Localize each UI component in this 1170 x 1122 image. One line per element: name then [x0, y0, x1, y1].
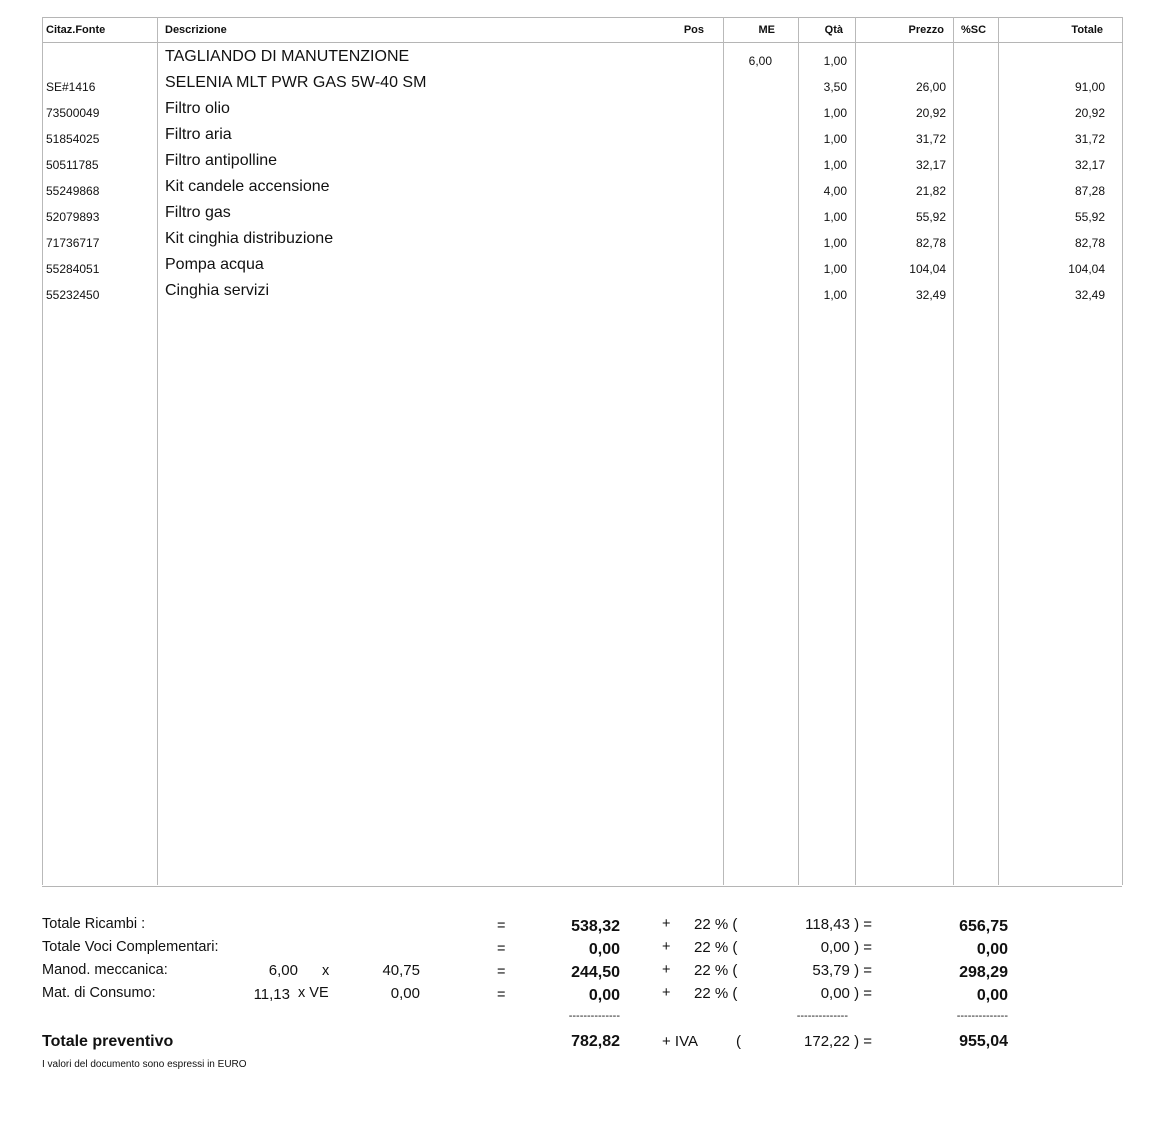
- consumo-xve: x VE: [298, 985, 329, 1001]
- header-citaz-fonte: Citaz.Fonte: [46, 24, 106, 36]
- row-description: Kit candele accensione: [165, 178, 330, 195]
- voci-iva: 0,00 ) =: [820, 939, 872, 956]
- row-prezzo: 32,49: [915, 288, 946, 302]
- table-row: [0, 48, 1170, 74]
- row-qta: 1,00: [823, 210, 847, 224]
- row-totale: 32,49: [1074, 288, 1105, 302]
- row-me: 6,00: [748, 54, 772, 68]
- row-qta: 3,50: [823, 80, 847, 94]
- totale-preventivo-label: Totale preventivo: [42, 1033, 174, 1050]
- header-descrizione: Descrizione: [165, 24, 227, 36]
- row-description: TAGLIANDO DI MANUTENZIONE: [165, 48, 410, 65]
- row-prezzo: 55,92: [915, 210, 946, 224]
- voci-imponibile: 0,00: [588, 941, 620, 958]
- row-description: SELENIA MLT PWR GAS 5W-40 SM: [165, 74, 427, 91]
- row-prezzo: 31,72: [915, 132, 946, 146]
- row-qta: 1,00: [823, 262, 847, 276]
- row-totale: 91,00: [1074, 80, 1105, 94]
- row-code: 52079893: [46, 210, 100, 224]
- header-me: ME: [758, 24, 775, 36]
- consumo-label: Mat. di Consumo:: [42, 985, 156, 1001]
- iva-percent: 22 % (: [694, 916, 738, 933]
- row-description: Cinghia servizi: [165, 282, 270, 299]
- row-code: 55232450: [46, 288, 100, 302]
- plus-sign: +: [662, 962, 671, 978]
- row-code: 73500049: [46, 106, 100, 120]
- ricambi-totale: 656,75: [959, 918, 1008, 935]
- manodopera-ore: 6,00: [268, 962, 298, 979]
- row-prezzo: 104,04: [909, 262, 946, 276]
- preventivo-imponibile: 782,82: [571, 1033, 620, 1050]
- equals-sign: =: [497, 987, 506, 1003]
- row-qta: 1,00: [823, 132, 847, 146]
- consumo-valore: 11,13: [253, 986, 290, 1003]
- equals-sign: =: [497, 918, 506, 934]
- row-description: Filtro antipolline: [165, 152, 278, 169]
- ricambi-iva: 118,43 ) =: [805, 916, 872, 933]
- consumo-iva: 0,00 ) =: [820, 985, 872, 1002]
- manodopera-tariffa: 40,75: [382, 962, 420, 979]
- table-row: [0, 204, 1170, 230]
- row-description: Filtro olio: [165, 100, 230, 117]
- row-totale: 31,72: [1074, 132, 1105, 146]
- consumo-valore-ve: 0,00: [390, 985, 420, 1002]
- row-totale: 55,92: [1074, 210, 1105, 224]
- ricambi-imponibile: 538,32: [571, 918, 620, 935]
- plus-sign: +: [662, 939, 671, 955]
- row-prezzo: 26,00: [915, 80, 946, 94]
- preventivo-iva: 172,22 ) =: [804, 1033, 872, 1050]
- table-row: [0, 100, 1170, 126]
- equals-sign: =: [497, 941, 506, 957]
- row-totale: 82,78: [1074, 236, 1105, 250]
- row-prezzo: 82,78: [915, 236, 946, 250]
- manodopera-label: Manod. meccanica:: [42, 962, 168, 978]
- voci-totale: 0,00: [976, 941, 1008, 958]
- row-qta: 1,00: [823, 54, 847, 68]
- row-code: 55284051: [46, 262, 100, 276]
- row-description: Kit cinghia distribuzione: [165, 230, 334, 247]
- row-prezzo: 21,82: [915, 184, 946, 198]
- plus-sign: +: [662, 916, 671, 932]
- table-row: [0, 126, 1170, 152]
- table-row: [0, 152, 1170, 178]
- row-description: Pompa acqua: [165, 256, 264, 273]
- table-row: [0, 230, 1170, 256]
- row-code: SE#1416: [46, 80, 96, 94]
- equals-sign: =: [497, 964, 506, 980]
- table-row: [0, 178, 1170, 204]
- consumo-imponibile: 0,00: [588, 987, 620, 1004]
- row-prezzo: 20,92: [915, 106, 946, 120]
- table-row: [0, 282, 1170, 308]
- row-description: Filtro aria: [165, 126, 232, 143]
- row-code: 50511785: [46, 158, 99, 172]
- table-row: [0, 74, 1170, 100]
- row-qta: 1,00: [823, 288, 847, 302]
- row-totale: 104,04: [1068, 262, 1105, 276]
- header-pos: Pos: [683, 24, 704, 36]
- header-sc: %SC: [961, 24, 987, 36]
- iva-percent: 22 % (: [694, 962, 738, 979]
- manodopera-totale: 298,29: [959, 964, 1008, 981]
- row-code: 71736717: [46, 236, 100, 250]
- multiply-sign: x: [322, 963, 330, 979]
- row-totale: 20,92: [1074, 106, 1105, 120]
- consumo-totale: 0,00: [976, 987, 1008, 1004]
- row-description: Filtro gas: [165, 204, 231, 221]
- header-prezzo: Prezzo: [908, 24, 944, 36]
- manodopera-iva: 53,79 ) =: [812, 962, 872, 979]
- row-qta: 4,00: [823, 184, 847, 198]
- row-code: 51854025: [46, 132, 100, 146]
- totale-ricambi-label: Totale Ricambi :: [42, 916, 146, 932]
- separator: --------------: [956, 1010, 1008, 1022]
- preventivo-totale: 955,04: [959, 1033, 1008, 1050]
- totale-voci-label: Totale Voci Complementari:: [42, 939, 219, 955]
- header-totale: Totale: [1071, 24, 1103, 36]
- table-row: [0, 256, 1170, 282]
- row-prezzo: 32,17: [915, 158, 946, 172]
- iva-label: + IVA: [662, 1033, 698, 1050]
- currency-note: I valori del documento sono espressi in EURO: [42, 1059, 247, 1070]
- separator: --------------: [796, 1010, 848, 1022]
- manodopera-imponibile: 244,50: [571, 964, 620, 981]
- iva-percent: 22 % (: [694, 985, 738, 1002]
- header-qta: Qtà: [824, 24, 843, 36]
- row-qta: 1,00: [823, 158, 847, 172]
- row-totale: 87,28: [1074, 184, 1105, 198]
- header-divider: [42, 42, 1123, 43]
- plus-sign: +: [662, 985, 671, 1001]
- iva-percent: 22 % (: [694, 939, 738, 956]
- separator: --------------: [568, 1010, 620, 1022]
- row-qta: 1,00: [823, 236, 847, 250]
- row-qta: 1,00: [823, 106, 847, 120]
- open-paren: (: [736, 1033, 741, 1050]
- row-totale: 32,17: [1074, 158, 1105, 172]
- row-code: 55249868: [46, 184, 100, 198]
